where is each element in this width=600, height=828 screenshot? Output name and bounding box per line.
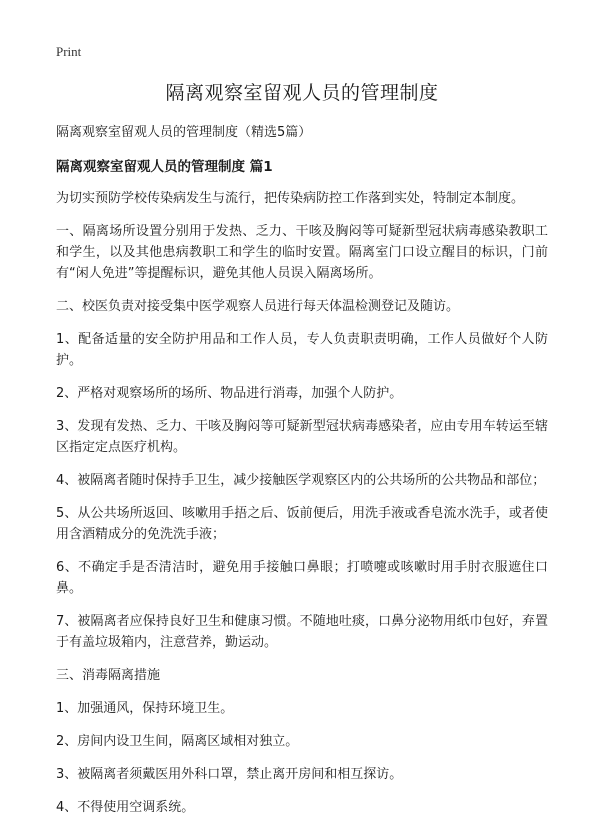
- paragraph-sub-7: 7、被隔离者应保持良好卫生和健康习惯。不随地吐痰，口鼻分泌物用纸巾包好，弃置于有盖垃圾箱内，注意营养，勤运动。: [56, 614, 548, 650]
- paragraph-sub-3: 3、发现有发热、乏力、干咳及胸闷等可疑新型冠状病毒感染者，应由专用车转运至辖区指定定点医疗机构。: [56, 419, 548, 455]
- document-subtitle: 隔离观察室留观人员的管理制度（精选5篇）: [56, 125, 312, 140]
- document-title: 隔离观察室留观人员的管理制度: [165, 82, 439, 104]
- paragraph-measure-4: 4、不得使用空调系统。: [56, 800, 195, 815]
- print-link[interactable]: Print: [56, 44, 82, 59]
- paragraph-measure-3: 3、被隔离者须戴医用外科口罩，禁止离开房间和相互探访。: [56, 767, 403, 782]
- paragraph-item-2: 二、校医负责对接受集中医学观察人员进行每天体温检测登记及随访。: [56, 299, 460, 314]
- paragraph-item-3: 三、消毒隔离措施: [56, 668, 161, 683]
- paragraph-intro: 为切实预防学校传染病发生与流行，把传染病防控工作落到实处，特制定本制度。: [56, 191, 525, 206]
- paragraph-sub-4: 4、被隔离者随时保持手卫生，减少接触医学观察区内的公共场所的公共物品和部位；: [56, 473, 546, 488]
- paragraph-item-1: 一、隔离场所设置分别用于发热、乏力、干咳及胸闷等可疑新型冠状病毒感染教职工和学生，以及其他患病教职工和学生的临时安置。隔离室门口设立醒目的标识，门前有“闲人免进”等提醒标识，避免其他人员误入隔离场所。: [56, 224, 548, 281]
- paragraph-sub-5: 5、从公共场所返回、咳嗽用手捂之后、饭前便后，用洗手液或香皂流水洗手，或者使用含酒精成分的免洗洗手液；: [56, 506, 548, 542]
- section-title: 隔离观察室留观人员的管理制度 篇1: [56, 159, 273, 175]
- paragraph-sub-6: 6、不确定手是否清洁时，避免用手接触口鼻眼；打喷嚏或咳嗽时用手肘衣服遮住口鼻。: [56, 560, 548, 596]
- paragraph-measure-1: 1、加强通风，保持环境卫生。: [56, 701, 234, 716]
- paragraph-sub-2: 2、严格对观察场所的场所、物品进行消毒，加强个人防护。: [56, 386, 403, 401]
- paragraph-measure-2: 2、房间内设卫生间，隔离区域相对独立。: [56, 734, 299, 749]
- paragraph-sub-1: 1、配备适量的安全防护用品和工作人员，专人负责职责明确，工作人员做好个人防护。: [56, 332, 548, 368]
